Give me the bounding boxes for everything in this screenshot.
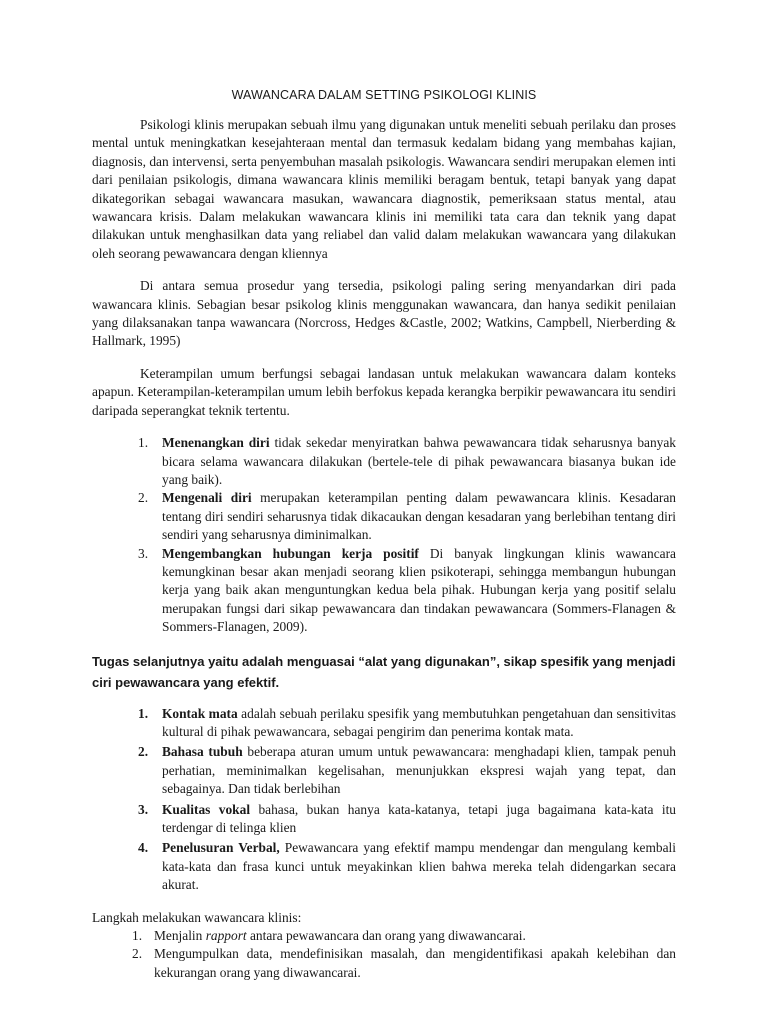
list-emphasis: rapport xyxy=(205,928,247,944)
list-number: 2. xyxy=(138,744,149,760)
list-item xyxy=(92,945,676,982)
list-item xyxy=(92,434,676,489)
list-number: 1. xyxy=(138,435,149,451)
list-text: bahasa, bukan hanya kata-katanya, tetapi juga bagaimana kata-kata itu terdengar di telinga klien xyxy=(162,801,676,835)
list-item xyxy=(92,743,676,798)
paragraph-intro: Psikologi klinis merupakan sebuah ilmu yang digunakan untuk meneliti sebuah perilaku dan proses mental untuk meningkatkan kesejahteraan mental dan termasuk kedalam bidang yang membahas kajian, diagnosis, dan intervensi, serta penyembuhan masalah psikologis. Wawancara sendiri merupakan elemen inti dari penilaian psikologis, dimana wawancara klinis memiliki beragam bentuk, tetapi banyak yang dapat dikategorikan sebagai wawancara masukan, wawancara diagnostik, pemeriksaan status mental, atau wawancara krisis. Dalam melakukan wawancara klinis ini memiliki tata cara dan teknik yang dapat dilakukan untuk menghasilkan data yang reliabel dan valid dalam melakukan wawancara yang dilakukan oleh seorang pewawancara dengan kliennya xyxy=(92,117,676,261)
list-item xyxy=(92,489,676,544)
list-text: antara pewawancara dan orang yang diwawancarai. xyxy=(246,928,526,944)
list-item xyxy=(92,801,676,838)
list-text: Pewawancara yang efektif mampu mendengar dan mengulang kembali kata-kata dan frasa kunci untuk meyakinkan klien bahwa mereka telah didengarkan secara akurat. xyxy=(162,840,676,893)
list-term: Kontak mata xyxy=(162,705,238,721)
list-text: Menjalin xyxy=(154,928,206,944)
list-text: Mengumpulkan data, mendefinisikan masalah, dan mengidentifikasi apakah kelebihan dan kekurangan orang yang diwawancarai. xyxy=(154,946,676,980)
list-text: Di banyak lingkungan klinis wawancara kemungkinan besar akan menjadi seorang klien psikoterapi, sehingga membangun hubungan kerja yang baik akan menguntungkan kedua bela pihak. Hubungan kerja yang positif selalu merupakan fungsi dari sikap pewawancara dan tindakan pewawancara (Sommers-Flanagen & Sommers-Flanagen, 2009). xyxy=(162,545,676,635)
list-number: 1. xyxy=(138,705,149,721)
list-term: Mengembangkan hubungan kerja positif xyxy=(162,545,419,561)
list-term: Bahasa tubuh xyxy=(162,744,243,760)
list-text: adalah sebuah perilaku spesifik yang membutuhkan pengetahuan dan sensitivitas kultural di pihak pewawancara, sebagai pengirim dan penerima kontak mata. xyxy=(162,705,676,739)
list-item xyxy=(92,705,676,742)
list-number: 1. xyxy=(132,928,143,944)
document-title: WAWANCARA DALAM SETTING PSIKOLOGI KLINIS xyxy=(231,88,537,102)
list-number: 2. xyxy=(138,490,149,506)
list-number: 3. xyxy=(138,545,149,561)
list-item xyxy=(92,545,676,637)
list-text: tidak sekedar menyiratkan bahwa pewawancara tidak seharusnya banyak bicara selama wawancara dilakukan (bertele-tele di pihak pewawancara biasanya bukan ide yang baik). xyxy=(162,435,677,487)
list-term: Penelusuran Verbal, xyxy=(162,840,280,856)
list-item xyxy=(92,839,676,894)
steps-list xyxy=(92,927,676,982)
list-text: beberapa aturan umum untuk pewawancara: menghadapi klien, tampak penuh perhatian, meminimalkan kegelisahan, menunjukkan ekspresi wajah yang tepat, dan sebagainya. Dan tidak berlebihan xyxy=(162,744,676,797)
list-item xyxy=(92,927,676,945)
paragraph-keterampilan: Keterampilan umum berfungsi sebagai landasan untuk melakukan wawancara dalam konteks apapun. Keterampilan-keterampilan umum lebih berfokus kepada kerangka berpikir pewawancara itu sendiri daripada seperangkat teknik tertentu. xyxy=(92,365,676,418)
list-text: merupakan keterampilan penting dalam pewawancara klinis. Kesadaran tentang diri sendiri seharusnya tidak dikacaukan dengan kesadaran yang berlebihan tentang diri sendiri yang seharusnya diminimalkan. xyxy=(162,490,676,543)
list-term: Menenangkan diri xyxy=(162,435,270,451)
list-number: 4. xyxy=(138,840,149,856)
tools-list xyxy=(92,705,676,895)
steps-heading: Langkah melakukan wawancara klinis: xyxy=(92,909,302,925)
skills-list xyxy=(92,434,676,636)
list-term: Kualitas vokal xyxy=(162,801,251,817)
list-number: 2. xyxy=(132,946,143,962)
list-number: 3. xyxy=(138,801,149,817)
paragraph-prosedur: Di antara semua prosedur yang tersedia, psikologi paling sering menyandarkan diri pada wawancara klinis. Sebagian besar psikolog klinis menggunakan wawancara, dan hanya sedikit penilaian yang dilaksanakan tanpa wawancara (Norcross, Hedges &Castle, 2002; Watkins, Campbell, Nierberding & Hallmark, 1995) xyxy=(92,278,676,349)
task-heading: Tugas selanjutnya yaitu adalah menguasai “alat yang digunakan”, sikap spesifik yang menjadi ciri pewawancara yang efektif. xyxy=(92,653,676,690)
list-term: Mengenali diri xyxy=(162,490,252,506)
